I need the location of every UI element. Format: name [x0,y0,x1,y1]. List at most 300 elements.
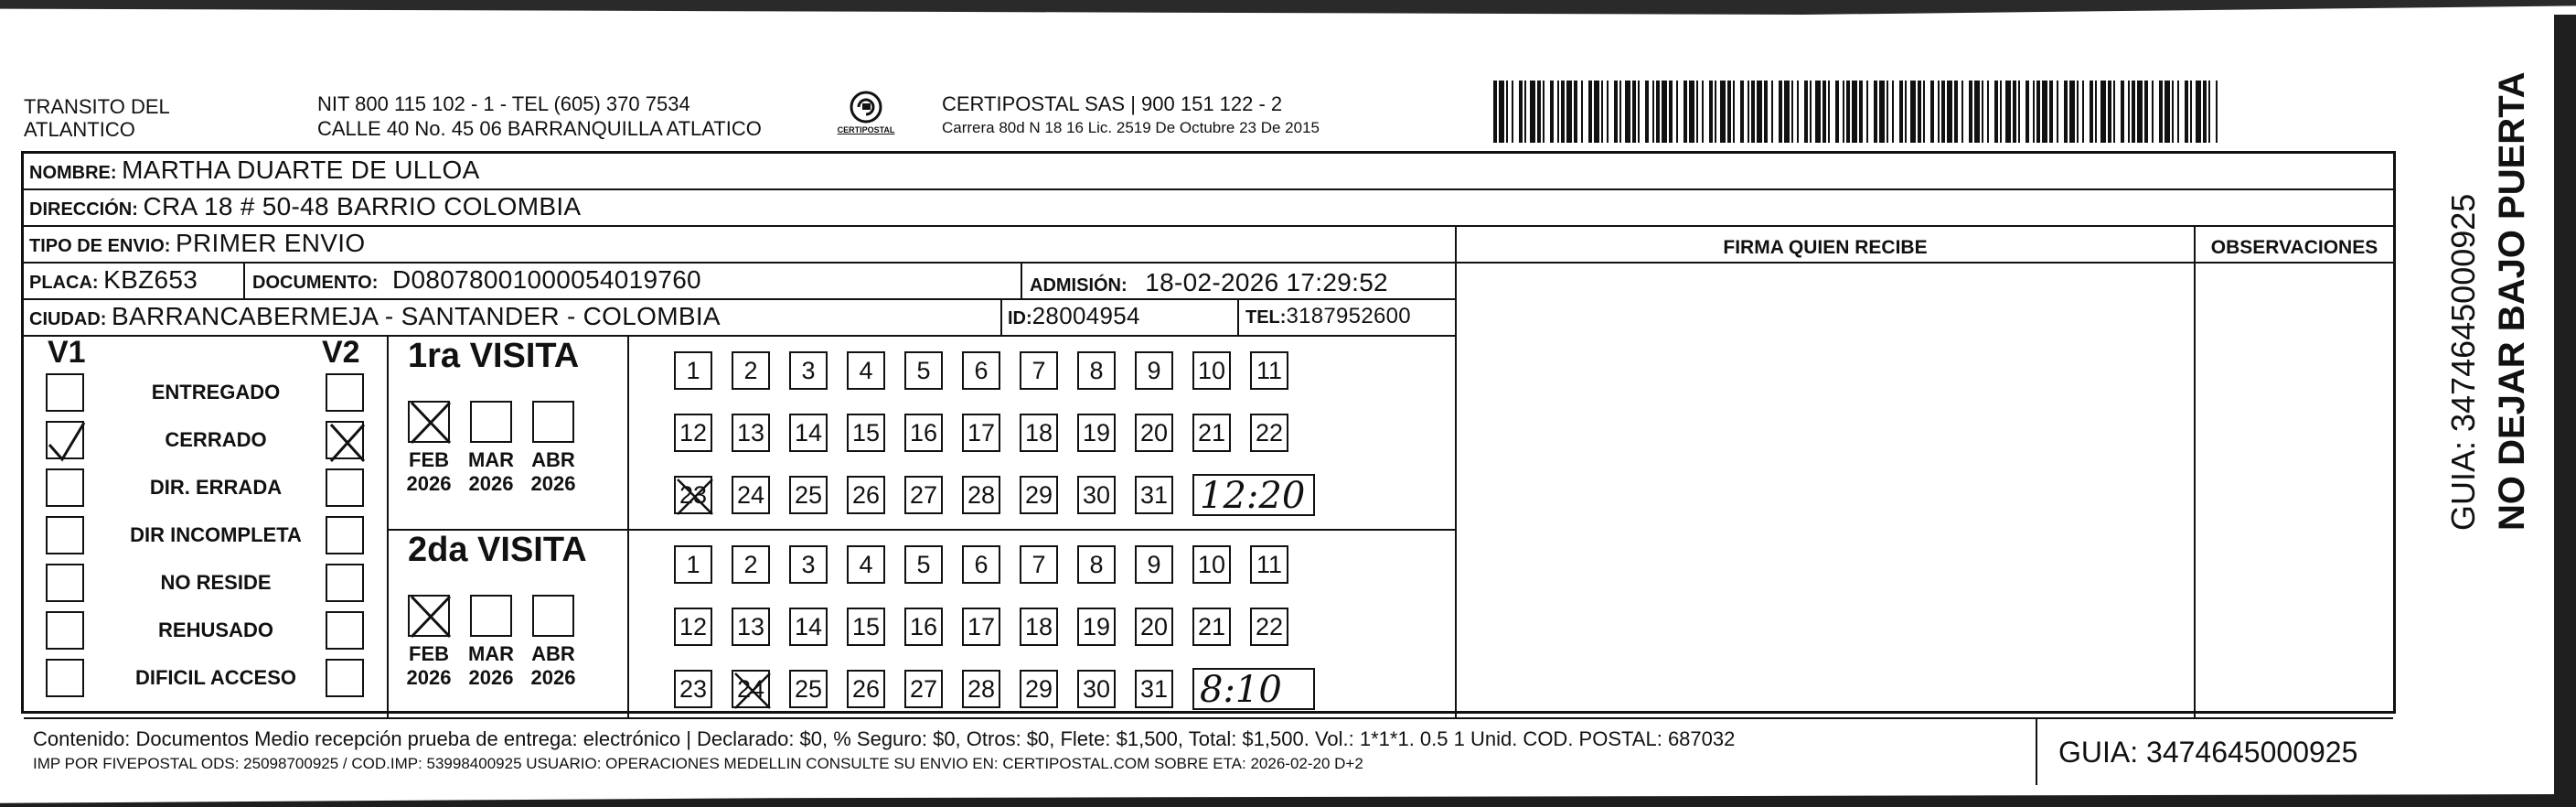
status-label: ENTREGADO [151,381,281,404]
tipo-envio-value: PRIMER ENVIO [176,229,366,257]
barcode-bar [1764,81,1768,143]
rule [24,298,1455,300]
barcode-bar [1797,81,1799,143]
barcode-bar [2036,81,2040,143]
day-number: 25 [794,675,823,703]
day-number: 28 [967,675,996,703]
month-checkbox[interactable] [408,595,450,637]
barcode-bar [1574,81,1577,143]
sender-name [24,95,234,141]
day-box[interactable] [962,414,1000,452]
day-number: 12 [679,613,708,640]
barcode-bar [1961,81,1963,143]
day-number: 29 [1024,675,1053,703]
courier-company [942,91,1320,139]
day-box[interactable] [732,476,770,514]
rule [2194,225,2196,717]
day-box[interactable] [847,476,885,514]
barcode-bar [2172,81,2174,143]
placa-field [29,265,198,295]
admision-field [1030,268,1388,297]
month-label [397,448,461,496]
day-box[interactable] [1077,545,1116,584]
barcode-bar [1859,81,1863,143]
barcode-bar [2152,81,2154,143]
day-number: 14 [794,613,823,640]
day-box[interactable] [962,351,1000,390]
day-box[interactable] [962,476,1000,514]
month-checkbox[interactable] [470,595,512,637]
barcode-bar [1899,81,1903,143]
day-number: 23 [679,481,708,509]
day-number: 13 [736,419,765,447]
barcode-bar [2042,81,2047,143]
day-number: 26 [851,481,881,509]
rule [1455,225,1457,717]
barcode-bar [2077,81,2079,143]
day-number: 24 [736,481,765,509]
company-line2: Carrera 80d N 18 16 Lic. 2519 De Octubre 23 De 2015 [942,119,1320,136]
barcode-bar [1974,81,1980,143]
tipo-envio-field [29,229,365,258]
nombre-field [29,156,480,185]
day-box[interactable] [904,545,943,584]
day-box[interactable] [962,545,1000,584]
v1-column-header: V1 [48,335,86,370]
barcode-bar [2000,81,2002,143]
day-number: 20 [1139,419,1169,447]
barcode-bar [1557,81,1559,143]
barcode-bar [1530,81,1535,143]
barcode-bar [1676,81,1678,143]
day-box[interactable] [904,670,943,708]
day-number: 10 [1197,551,1226,578]
day-box[interactable] [1250,608,1288,646]
day-number: 31 [1139,675,1169,703]
barcode-bar [2057,81,2058,143]
tel-label: TEL: [1245,307,1287,328]
v1-checkbox[interactable] [46,421,84,459]
admision-label: ADMISIÓN: [1030,275,1128,296]
month-label [459,642,523,690]
rule [24,188,2393,190]
day-box[interactable] [1077,608,1116,646]
status-label: DIFICIL ACCESO [134,666,296,689]
day-number: 3 [801,551,816,578]
rule [24,335,1455,337]
barcode-bar [1954,81,1958,143]
status-label: REHUSADO [158,619,273,641]
day-number: 28 [967,481,996,509]
barcode-bar [1733,81,1735,143]
rule [24,225,2393,227]
nit-line2: CALLE 40 No. 45 06 BARRANQUILLA ATLATICO [317,117,762,140]
direccion-field [29,192,581,221]
id-label: ID: [1008,308,1032,328]
barcode-bar [2159,81,2163,143]
status-label: CERRADO [165,428,267,451]
day-box[interactable] [1020,608,1058,646]
day-number: 2 [743,357,758,384]
barcode-bar [2033,81,2035,143]
v2-checkbox[interactable] [326,564,364,602]
visit-time-box[interactable] [1192,668,1315,710]
day-box[interactable] [674,670,712,708]
day-box[interactable] [1020,476,1058,514]
barcode-bar [1566,81,1572,143]
side-guia-number: GUIA: 3474645000925 [2444,193,2482,531]
day-number: 5 [916,551,931,578]
day-box[interactable] [847,351,885,390]
day-number: 4 [859,357,873,384]
day-number: 7 [1031,357,1046,384]
rule [1021,262,1022,298]
day-box[interactable] [674,545,712,584]
v2-checkbox[interactable] [326,373,364,412]
day-number: 15 [851,419,881,447]
no-dejar-bajo-puerta-notice: NO DEJAR BAJO PUERTA [2492,71,2532,531]
day-box[interactable] [962,608,1000,646]
barcode-bar [1910,81,1916,143]
day-number: 30 [1082,675,1111,703]
barcode-bar [1632,81,1636,143]
day-box[interactable] [1135,545,1173,584]
day-number: 27 [909,481,938,509]
day-number: 20 [1139,613,1169,640]
rule [1237,298,1239,335]
barcode-bar [2113,81,2115,143]
day-number: 17 [967,613,996,640]
month-checkbox[interactable] [408,401,450,443]
v2-checkbox[interactable] [326,659,364,697]
day-number: 8 [1089,551,1104,578]
day-box[interactable] [732,351,770,390]
month-checkbox[interactable] [532,401,574,443]
day-box[interactable] [1020,351,1058,390]
month-name: ABR [531,642,575,665]
barcode-bar [1810,81,1812,143]
v2-checkbox[interactable] [326,421,364,459]
day-box[interactable] [674,351,712,390]
firma-column-header: FIRMA QUIEN RECIBE [1723,237,1928,258]
day-number: 16 [909,613,938,640]
barcode-bar [1835,81,1839,143]
barcode-bar [1740,81,1744,143]
barcode-bar [1493,81,1497,143]
barcode-bar [1771,81,1773,143]
barcode-bar [2100,81,2106,143]
day-number: 9 [1147,551,1161,578]
day-number: 22 [1255,613,1284,640]
barcode-bar [2108,81,2111,143]
barcode-bar [2208,81,2210,143]
day-box[interactable] [904,414,943,452]
day-number: 5 [916,357,931,384]
day-number: 23 [679,675,708,703]
barcode-bar [1887,81,1888,143]
day-box[interactable] [1192,545,1231,584]
barcode-bar [1852,81,1857,143]
rule [243,262,245,298]
barcode-bar [1512,81,1513,143]
day-box[interactable] [1135,476,1173,514]
ciudad-label: CIUDAD: [29,309,107,329]
barcode-bar [1709,81,1713,143]
day-number: 18 [1024,613,1053,640]
sender-line2: ATLANTICO [24,118,135,141]
day-box[interactable] [1077,670,1116,708]
barcode-bar [2013,81,2016,143]
day-box[interactable] [1135,414,1173,452]
day-number: 14 [794,419,823,447]
barcode-bar [1804,81,1808,143]
sender-line1: TRANSITO DEL [24,95,170,118]
day-box[interactable] [1077,351,1116,390]
day-number: 24 [736,675,765,703]
barcode-bar [1506,81,1508,143]
day-box[interactable] [962,670,1000,708]
day-number: 26 [851,675,881,703]
barcode-bar [1499,81,1504,143]
month-year: 2026 [530,472,576,495]
month-label [521,448,585,496]
barcode-bar [2190,81,2192,143]
tel-value: 3187952600 [1286,304,1411,328]
day-box[interactable] [1192,351,1231,390]
barcode-bar [2144,81,2148,143]
barcode-bar [1994,81,1998,143]
day-number: 27 [909,675,938,703]
scan-edge-top [0,0,2576,15]
month-name: MAR [467,642,515,665]
day-box[interactable] [732,670,770,708]
day-number: 16 [909,419,938,447]
day-box[interactable] [1192,608,1231,646]
day-box[interactable] [789,351,828,390]
barcode-bar [2216,81,2218,143]
month-year: 2026 [468,666,514,689]
v2-checkbox[interactable] [326,611,364,650]
barcode-bar [1969,81,1972,143]
ciudad-value: BARRANCABERMEJA - SANTANDER - COLOMBIA [112,302,721,330]
day-box[interactable] [789,476,828,514]
day-box[interactable] [1077,476,1116,514]
barcode-bar [2049,81,2053,143]
v1-checkbox[interactable] [46,373,84,412]
barcode-bar [1938,81,1940,143]
barcode-bar [1727,81,1731,143]
month-year: 2026 [468,472,514,495]
barcode-bar [2128,81,2130,143]
day-box[interactable] [904,608,943,646]
month-label [397,642,461,690]
barcode-bar [1791,81,1793,143]
visit-time-handwritten: 12:20 [1200,475,1306,517]
day-box[interactable] [789,670,828,708]
day-box[interactable] [1250,414,1288,452]
barcode-bar [1715,81,1716,143]
barcode-bar [1607,81,1609,143]
documento-field [252,265,701,295]
documento-value: D08078001000054019760 [391,265,701,294]
day-number: 7 [1031,551,1046,578]
v2-column-header: V2 [322,335,360,370]
barcode-bar [1614,81,1618,143]
v1-checkbox[interactable] [46,516,84,554]
rule [24,717,2393,719]
barcode-bar [1923,81,1925,143]
barcode-bar [1645,81,1649,143]
barcode-bar [1892,81,1894,143]
barcode-bar [2095,81,2097,143]
barcode-bar [2082,81,2084,143]
barcode-bar [2185,81,2188,143]
barcode-bar [1930,81,1934,143]
day-number: 21 [1197,613,1226,640]
day-box[interactable] [732,608,770,646]
barcode-bar [1987,81,1989,143]
sender-contact [317,91,762,141]
certipostal-logo [828,89,903,144]
barcode-bar [1638,81,1640,143]
day-number: 2 [743,551,758,578]
day-number: 1 [686,551,700,578]
v1-checkbox[interactable] [46,468,84,507]
certipostal-logo-icon [828,89,903,144]
day-box[interactable] [1250,545,1288,584]
v1-checkbox[interactable] [46,611,84,650]
status-label: DIR INCOMPLETA [130,523,302,546]
day-box[interactable] [1192,414,1231,452]
company-line1: CERTIPOSTAL SAS | 900 151 122 - 2 [942,92,1283,115]
day-box[interactable] [1135,351,1173,390]
day-box[interactable] [904,476,943,514]
day-box[interactable] [674,608,712,646]
barcode-bar [1696,81,1698,143]
day-box[interactable] [789,545,828,584]
day-box[interactable] [1250,351,1288,390]
barcode-bar [1561,81,1565,143]
day-box[interactable] [732,414,770,452]
barcode-bar [1874,81,1877,143]
day-number: 3 [801,357,816,384]
placa-value: KBZ653 [103,265,198,294]
month-checkbox[interactable] [470,401,512,443]
barcode-bar [1656,81,1660,143]
day-number: 31 [1139,481,1169,509]
day-box[interactable] [1135,670,1173,708]
barcode-bar [2132,81,2135,143]
month-label [459,448,523,496]
day-box[interactable] [674,476,712,514]
v2-checkbox[interactable] [326,468,364,507]
status-label: NO RESIDE [160,571,272,594]
barcode-bar [1537,81,1541,143]
barcode-bar [1846,81,1850,143]
barcode-bar [1751,81,1755,143]
day-number: 12 [679,419,708,447]
visit-time-box[interactable] [1192,474,1315,516]
day-number: 30 [1082,481,1111,509]
barcode-bar [1652,81,1654,143]
delivery-form [21,151,2396,772]
day-box[interactable] [789,414,828,452]
v2-checkbox[interactable] [326,516,364,554]
documento-label: DOCUMENTO: [252,273,379,293]
barcode-bar [1947,81,1952,143]
logo-text: CERTIPOSTAL [837,125,895,134]
barcode-bar [2121,81,2124,143]
month-year: 2026 [530,666,576,689]
barcode-bar [1524,81,1526,143]
barcode-bar [1702,81,1704,143]
barcode-bar [1588,81,1592,143]
day-box[interactable] [1020,414,1058,452]
observaciones-column-header: OBSERVACIONES [2210,237,2378,258]
barcode-bar [2196,81,2201,143]
direccion-label: DIRECCIÓN: [29,199,138,220]
day-box[interactable] [732,545,770,584]
day-number: 15 [851,613,881,640]
rule [627,335,629,717]
day-number: 25 [794,481,823,509]
ciudad-field [29,302,721,331]
barcode-bar [2090,81,2093,143]
v1-checkbox[interactable] [46,659,84,697]
day-box[interactable] [847,670,885,708]
day-number: 9 [1147,357,1161,384]
barcode-bar [1662,81,1667,143]
day-box[interactable] [847,608,885,646]
day-number: 10 [1197,357,1226,384]
barcode-bar [1625,81,1630,143]
day-box[interactable] [904,351,943,390]
day-number: 29 [1024,481,1053,509]
day-box[interactable] [1135,608,1173,646]
day-box[interactable] [674,414,712,452]
tipo-envio-label: TIPO DE ENVIO: [29,236,171,256]
day-box[interactable] [789,608,828,646]
barcode-bar [1594,81,1599,143]
barcode-bar [1519,81,1523,143]
day-number: 17 [967,419,996,447]
day-number: 13 [736,613,765,640]
barcode-bar [1941,81,1945,143]
month-checkbox[interactable] [532,595,574,637]
footer-guia: GUIA: 3474645000925 [2058,736,2358,769]
barcode-bar [1619,81,1621,143]
barcode-bar [1689,81,1694,143]
nombre-label: NOMBRE: [29,163,117,183]
barcode-bar [1669,81,1673,143]
v1-checkbox[interactable] [46,564,84,602]
barcode-bar [1550,81,1554,143]
month-year: 2026 [406,472,452,495]
barcode-bar [1683,81,1687,143]
barcode-bar [1815,81,1821,143]
day-number: 18 [1024,419,1053,447]
barcode-bar [1828,81,1830,143]
day-box[interactable] [1020,545,1058,584]
day-box[interactable] [1020,670,1058,708]
day-box[interactable] [1077,414,1116,452]
barcode-bar [1779,81,1782,143]
day-box[interactable] [847,414,885,452]
barcode-bar [1543,81,1545,143]
month-name: MAR [467,448,515,471]
day-box[interactable] [847,545,885,584]
day-number: 19 [1082,419,1111,447]
